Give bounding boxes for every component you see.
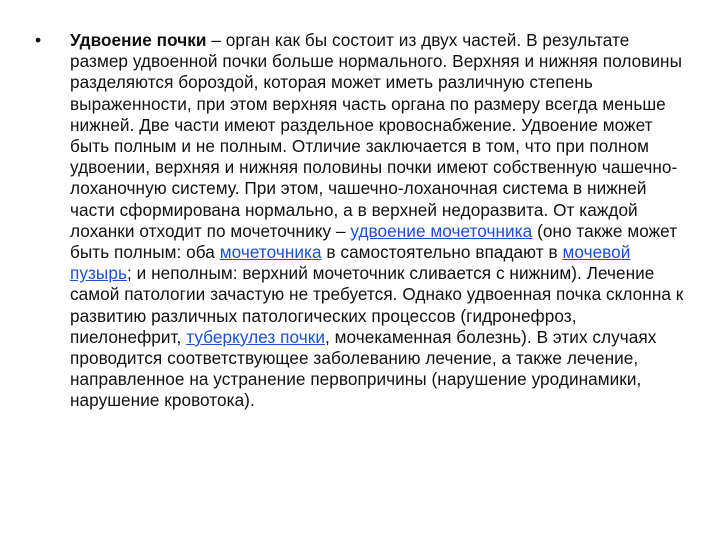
- text-segment: в самостоятельно впадают в: [321, 242, 563, 263]
- text-segment: ; и неполным: верхний мочеточник сливается с нижним). Лечение самой патологии зачастую не требуется. Однако удвоенная почка склонна к развитию различных патологических процессов (гидронефроз, пиелонефрит,: [70, 263, 684, 347]
- link-bladder[interactable]: мочевой пузырь: [70, 242, 631, 284]
- term-heading: Удвоение почки: [70, 30, 207, 50]
- link-ureter[interactable]: мочеточника: [219, 242, 322, 263]
- bullet-icon: •: [35, 30, 42, 50]
- body-paragraph: [70, 30, 684, 412]
- link-ureter-duplication[interactable]: удвоение мочеточника: [350, 220, 533, 241]
- link-kidney-tuberculosis[interactable]: туберкулез почки: [186, 326, 325, 347]
- bullet-item: [35, 30, 685, 412]
- text-segment: (оно также может быть полным: оба: [70, 220, 678, 263]
- text-segment: , мочекаменная болезнь). В этих случаях проводится соответствующее заболеванию лечение, а также лечение, направленное на устранение первопричины (нарушение уродинамики, нарушение кровотока).: [70, 326, 657, 411]
- text-segment: – орган как бы состоит из двух частей. В результате размер удвоенной почки больше нормального. Верхняя и нижняя половины разделяются бороздой, которая может иметь различную степень выраженности, при этом верхняя часть органа по размеру всегда меньше нижней. Две части имеют раздельное кровоснабжение. Удвоение может быть полным и не полным. Отличие заключается в том, что при полном удвоении, верхняя и нижняя половины почки имеют собственную чашечно-лоханочную систему. При этом, чашечно-лоханочная система в нижней части сформирована нормально, а в верхней недоразвита. От каждой лоханки отходит по мочеточнику –: [70, 30, 682, 241]
